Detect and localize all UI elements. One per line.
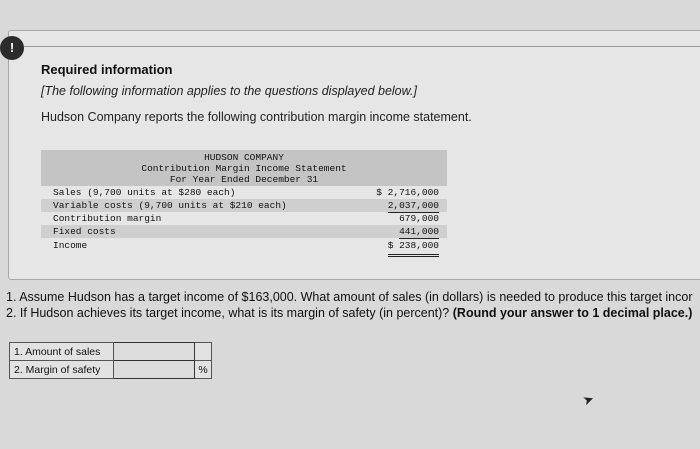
- statement-row-variable-costs: [41, 199, 447, 212]
- answer-label: 2. Margin of safety: [10, 361, 114, 379]
- answer-table: [9, 342, 212, 379]
- divider: [24, 46, 700, 47]
- statement-row-contribution-margin: [41, 212, 447, 225]
- statement-row-fixed-costs: [41, 225, 447, 238]
- statement-row-sales: [41, 186, 447, 199]
- statement-value: $ 2,716,000: [376, 187, 439, 198]
- statement-label: Contribution margin: [53, 213, 162, 224]
- statement-label: Variable costs (9,700 units at $210 each): [53, 200, 287, 211]
- answer-row-margin-of-safety: [10, 361, 212, 379]
- questions: [6, 289, 693, 321]
- required-description: Hudson Company reports the following contribution margin income statement.: [41, 110, 472, 124]
- statement-row-income: [41, 238, 447, 254]
- answer-label: 1. Amount of sales: [10, 343, 114, 361]
- statement-company: HUDSON COMPANY: [204, 152, 284, 163]
- statement-value: $ 238,000: [388, 238, 439, 257]
- question-1: 1. Assume Hudson has a target income of $163,000. What amount of sales (in dollars) is needed to produce this target incor: [6, 290, 693, 304]
- required-title: Required information: [41, 62, 173, 77]
- amount-of-sales-cell: [114, 343, 195, 361]
- percent-unit: %: [195, 361, 212, 379]
- statement-label: Sales (9,700 units at $280 each): [53, 187, 236, 198]
- statement-period: For Year Ended December 31: [169, 174, 319, 185]
- statement-title: Contribution Margin Income Statement: [141, 163, 347, 174]
- mouse-cursor-icon: ➤: [580, 390, 596, 409]
- question-2-text: 2. If Hudson achieves its target income, what is its margin of safety (in percent)?: [6, 306, 450, 320]
- answer-row-amount-of-sales: [10, 343, 212, 361]
- required-note: [The following information applies to the questions displayed below.]: [41, 84, 417, 98]
- margin-of-safety-input[interactable]: [114, 361, 194, 378]
- amount-of-sales-input[interactable]: [114, 343, 194, 360]
- statement-value: 441,000: [399, 226, 439, 237]
- statement-value: 2,037,000: [387, 200, 439, 211]
- statement-value: 679,000: [399, 213, 439, 224]
- statement-label: Income: [53, 240, 88, 251]
- statement-header: [41, 150, 447, 186]
- statement-label: Fixed costs: [53, 226, 116, 237]
- alert-icon: !: [0, 36, 24, 60]
- question-2-instruction: (Round your answer to 1 decimal place.): [452, 306, 693, 320]
- income-statement: [41, 150, 447, 254]
- question-2: [6, 305, 693, 321]
- margin-of-safety-cell: [114, 361, 195, 379]
- answer-unit-empty: [195, 343, 212, 361]
